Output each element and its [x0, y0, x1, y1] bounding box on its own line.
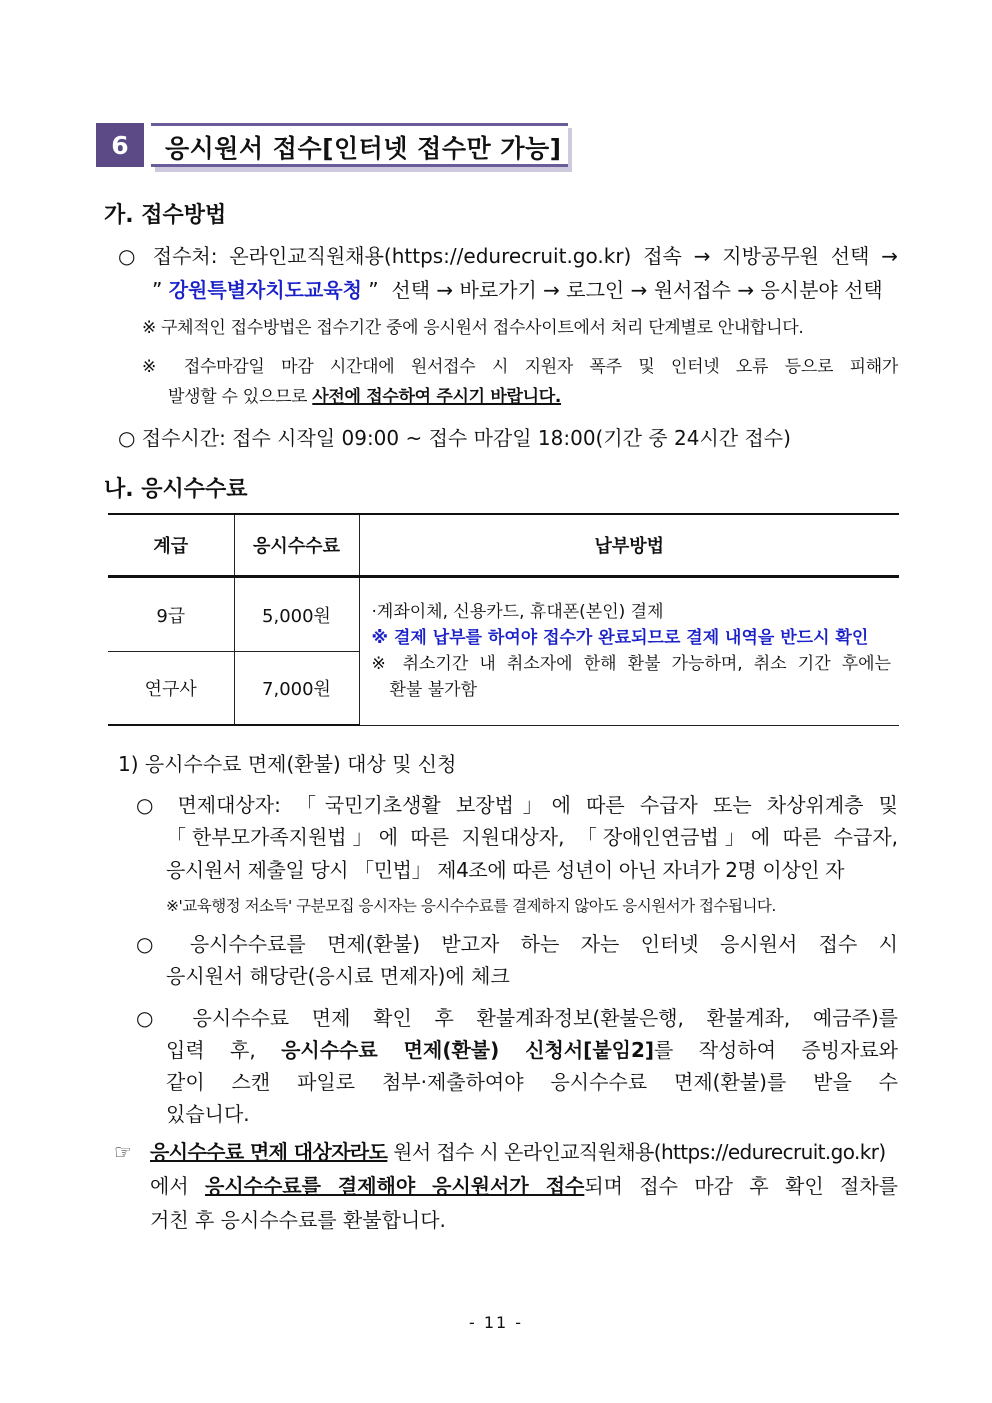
org-name: 강원특별자치도교육청	[168, 278, 362, 302]
part-a-item1-line1: ○ 접수처: 온라인교직원채용(https://edurecruit.go.kr) 접속 → 지방공무원 선택 →	[118, 244, 898, 268]
exemption-item1-line3: 응시원서 제출일 당시 「민법」 제4조에 따른 성년이 아닌 자녀가 2명 이상인 자	[166, 858, 845, 882]
method-cell	[359, 577, 899, 726]
part-a-heading: 가. 접수방법	[104, 203, 227, 228]
part-a-note2-line1: ※ 접수마감일 마감 시간대에 원서접수 시 지원자 폭주 및 인터넷 오류 등으로 피해가	[142, 357, 898, 377]
fee-cell: 7,000원	[234, 652, 359, 726]
notice-line3: 거친 후 응시수수료를 환불합니다.	[150, 1208, 446, 1232]
notice-line1	[150, 1137, 898, 1167]
item3-plain-a: 입력 후,	[166, 1038, 282, 1062]
header-grade: 계급	[108, 514, 234, 577]
notice-emphasis2: 응시수수료를 결제해야 응시원서가 접수	[205, 1174, 585, 1198]
part-a-item2: ○ 접수시간: 접수 시작일 09:00 ~ 접수 마감일 18:00(기간 중 24시간 접수)	[118, 426, 791, 450]
pointing-hand-icon: ☞	[114, 1140, 132, 1164]
notice-line2	[150, 1171, 898, 1201]
note2-plain: 발생할 수 있으므로	[168, 387, 313, 407]
exemption-item2-line2: 응시원서 해당란(응시료 면제자)에 체크	[166, 964, 510, 988]
page-number: - 11 -	[468, 1313, 524, 1332]
header-fee: 응시수수료	[234, 514, 359, 577]
exemption-item3-line4: 있습니다.	[166, 1102, 250, 1126]
notice-c: 되며 접수 마감 후 확인 절차를	[584, 1174, 898, 1198]
steps-text: 선택 → 바로가기 → 로그인 → 원서접수 → 응시분야 선택	[391, 278, 883, 302]
item3-plain-c: 를 작성하여 증빙자료와	[654, 1038, 898, 1062]
part-a-note2-line2	[168, 383, 898, 411]
header-method: 납부방법	[359, 514, 899, 577]
method-line2: ※ 결제 납부를 하여야 접수가 완료되므로 결제 내역을 반드시 확인	[371, 628, 869, 649]
notice-rest1: 원서 접수 시 온라인교직원채용(https://edurecruit.go.kr)	[387, 1140, 886, 1164]
exemption-item2-line1: ○ 응시수수료를 면제(환불) 받고자 하는 자는 인터넷 응시원서 접수 시	[136, 932, 898, 956]
method-line1: ·계좌이체, 신용카드, 휴대폰(본인) 결제	[371, 602, 664, 623]
item3-bold: 응시수수료 면제(환불) 신청서[붙임2]	[281, 1038, 655, 1062]
notice-emphasis1: 응시수수료 면제 대상자라도	[150, 1140, 388, 1164]
part-a-note1: ※ 구체적인 접수방법은 접수기간 중에 응시원서 접수사이트에서 처리 단계별로 안내합니다.	[142, 318, 804, 338]
table-header-row	[108, 514, 899, 577]
part-a-item1-line2	[152, 275, 898, 305]
exemption-item1-line2: 「한부모가족지원법」에 따른 지원대상자, 「장애인연금법」에 따른 수급자,	[166, 825, 898, 849]
section-number-badge: 6	[96, 123, 144, 167]
section-title: 응시원서 접수[인터넷 접수만 가능]	[165, 134, 562, 163]
fee-table	[108, 513, 899, 726]
exemption-item1-line1: ○ 면제대상자: 「국민기초생활 보장법」에 따른 수급자 또는 차상위계층 및	[136, 793, 898, 817]
notice-a: 에서	[150, 1174, 205, 1198]
fee-cell: 5,000원	[234, 577, 359, 652]
method-line4: 환불 불가함	[389, 680, 478, 701]
quote-close: ”	[368, 278, 379, 302]
quote-open: ”	[152, 278, 163, 302]
method-line3: ※ 취소기간 내 취소자에 한해 환불 가능하며, 취소 기간 후에는	[371, 654, 891, 675]
exemption-item3-line2	[166, 1035, 898, 1065]
note2-emphasis: 사전에 접수하여 주시기 바랍니다.	[312, 387, 562, 407]
exemption-heading: 1) 응시수수료 면제(환불) 대상 및 신청	[118, 752, 457, 776]
grade-cell: 9급	[108, 577, 234, 652]
exemption-item3-line1: ○ 응시수수료 면제 확인 후 환불계좌정보(환불은행, 환불계좌, 예금주)를	[136, 1006, 898, 1030]
exemption-item1-note: ※'교육행정 저소득' 구분모집 응시자는 응시수수료를 결제하지 않아도 응시원서가 접수됩니다.	[166, 897, 776, 915]
table-row	[108, 577, 899, 652]
part-b-heading: 나. 응시수수료	[104, 477, 248, 502]
grade-cell: 연구사	[108, 652, 234, 726]
exemption-item3-line3: 같이 스캔 파일로 첨부·제출하여야 응시수수료 면제(환불)를 받을 수	[166, 1070, 898, 1094]
